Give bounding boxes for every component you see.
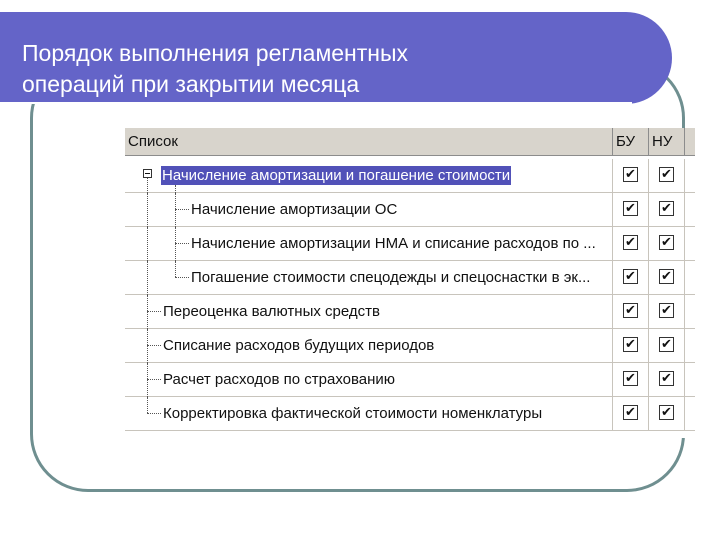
tree-child-row[interactable]	[125, 193, 695, 227]
row-name-cell	[125, 329, 613, 362]
tree-child-trunk-line	[175, 185, 176, 193]
row-name-cell	[125, 261, 613, 294]
tree-child-row[interactable]	[125, 261, 695, 295]
operation-label[interactable]: Начисление амортизации ОС	[191, 201, 398, 218]
tree-trunk-line	[147, 329, 148, 363]
checkbox-cell-bu	[613, 295, 649, 328]
operations-list-grid	[125, 128, 695, 438]
checkbox-cell-bu	[613, 261, 649, 294]
checkbox-nu[interactable]: ✔	[659, 405, 674, 420]
checkbox-nu[interactable]: ✔	[659, 303, 674, 318]
tree-trunk-line	[147, 261, 148, 295]
checkbox-bu[interactable]: ✔	[623, 167, 638, 182]
tree-branch-line	[147, 345, 161, 346]
checkbox-cell-nu	[649, 193, 685, 226]
checkbox-cell-nu	[649, 295, 685, 328]
slide-title-line-2: операций при закрытии месяца	[22, 71, 360, 97]
tree-trunk-line	[147, 363, 148, 397]
operation-label[interactable]: Корректировка фактической стоимости номенклатуры	[163, 405, 543, 422]
row-name-cell	[125, 193, 613, 226]
checkbox-cell-bu	[613, 397, 649, 430]
tree-row[interactable]	[125, 295, 695, 329]
grid-header	[125, 128, 695, 156]
row-name-cell	[125, 295, 613, 328]
checkbox-bu[interactable]: ✔	[623, 405, 638, 420]
checkbox-cell-bu	[613, 363, 649, 396]
tree-child-row[interactable]	[125, 227, 695, 261]
tree-branch-line	[147, 379, 161, 380]
checkbox-cell-nu	[649, 261, 685, 294]
checkbox-nu[interactable]: ✔	[659, 235, 674, 250]
column-header-list[interactable]: Список	[125, 128, 613, 156]
checkbox-bu[interactable]: ✔	[623, 269, 638, 284]
column-header-bu[interactable]: БУ	[613, 128, 649, 156]
checkbox-cell-nu	[649, 227, 685, 260]
slide-title	[22, 38, 408, 100]
operation-label[interactable]: Расчет расходов по страхованию	[163, 371, 396, 388]
checkbox-bu[interactable]: ✔	[623, 337, 638, 352]
checkbox-nu[interactable]: ✔	[659, 337, 674, 352]
checkbox-cell-nu	[649, 329, 685, 362]
checkbox-cell-bu	[613, 329, 649, 362]
operation-label[interactable]: Погашение стоимости спецодежды и спецоснастки в эк...	[191, 269, 591, 286]
tree-row[interactable]	[125, 397, 695, 431]
checkbox-nu[interactable]: ✔	[659, 371, 674, 386]
row-name-cell	[125, 397, 613, 430]
checkbox-cell-nu	[649, 363, 685, 396]
tree-trunk-line	[147, 295, 148, 329]
tree-row[interactable]	[125, 329, 695, 363]
operation-label[interactable]: Переоценка валютных средств	[163, 303, 380, 320]
tree-branch-line	[175, 277, 189, 278]
checkbox-cell-bu	[613, 227, 649, 260]
checkbox-cell-nu	[649, 159, 685, 192]
tree-branch-line	[175, 209, 189, 210]
title-underline	[0, 102, 632, 104]
tree-child-trunk-line	[175, 193, 176, 227]
checkbox-nu[interactable]: ✔	[659, 167, 674, 182]
checkbox-cell-nu	[649, 397, 685, 430]
checkbox-bu[interactable]: ✔	[623, 235, 638, 250]
tree-child-trunk-line	[175, 261, 176, 277]
checkbox-bu[interactable]: ✔	[623, 201, 638, 216]
title-band	[0, 12, 672, 104]
checkbox-bu[interactable]: ✔	[623, 371, 638, 386]
tree-branch-line	[147, 311, 161, 312]
collapse-icon[interactable]	[143, 169, 152, 178]
checkbox-cell-bu	[613, 193, 649, 226]
tree-branch-line	[175, 243, 189, 244]
tree-trunk-line	[147, 177, 148, 193]
tree-row[interactable]	[125, 363, 695, 397]
checkbox-cell-bu	[613, 159, 649, 192]
operation-label[interactable]: Начисление амортизации и погашение стоимости	[162, 167, 511, 184]
checkbox-nu[interactable]: ✔	[659, 201, 674, 216]
operation-label[interactable]: Начисление амортизации НМА и списание расходов по ...	[191, 235, 596, 252]
tree-row[interactable]	[125, 159, 695, 193]
slide-title-line-1: Порядок выполнения регламентных	[22, 40, 409, 66]
row-name-cell	[125, 363, 613, 396]
tree-child-trunk-line	[175, 227, 176, 261]
tree-trunk-line	[147, 193, 148, 227]
checkbox-nu[interactable]: ✔	[659, 269, 674, 284]
tree-trunk-line	[147, 227, 148, 261]
row-name-cell	[125, 227, 613, 260]
tree-trunk-line	[147, 397, 148, 413]
checkbox-bu[interactable]: ✔	[623, 303, 638, 318]
operation-label[interactable]: Списание расходов будущих периодов	[163, 337, 435, 354]
tree-branch-line	[147, 413, 161, 414]
column-header-nu[interactable]: НУ	[649, 128, 685, 156]
row-name-cell	[125, 159, 613, 192]
